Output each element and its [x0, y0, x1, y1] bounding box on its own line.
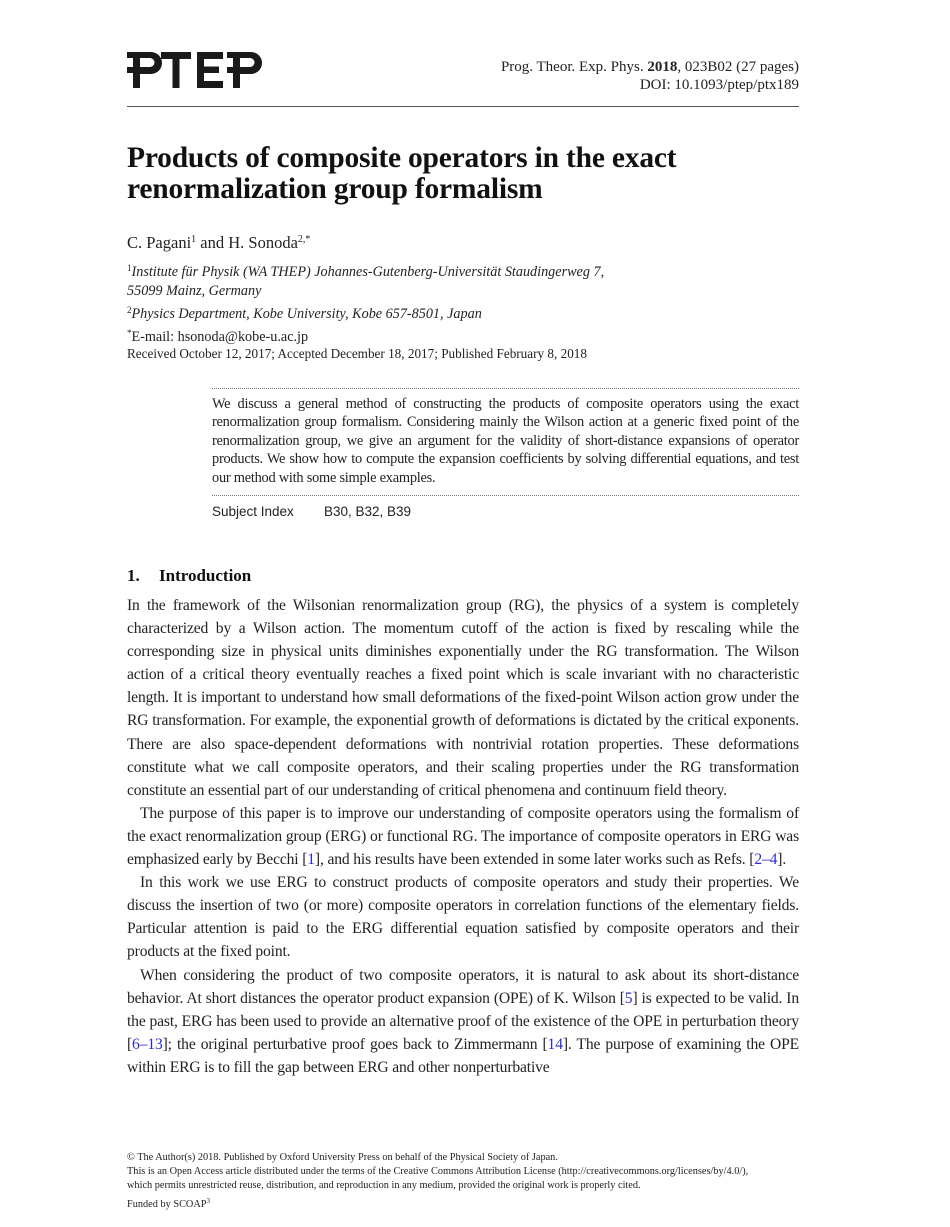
paragraph-text: The purpose of this paper is to improve our understanding of composite operators using the formalism of the exact renormalization group (ERG) or functional RG. The importance of composite operators in ERG was emphasized early by Becchi [	[127, 804, 799, 869]
citation-link[interactable]: 1	[307, 851, 315, 869]
author-affil-mark: 1	[191, 234, 197, 245]
article-info: , 023B02 (27 pages)	[677, 59, 799, 75]
page-header	[127, 48, 799, 107]
copyright-line: © The Author(s) 2018. Published by Oxford University Press on behalf of the Physical Society of Japan.	[127, 1152, 558, 1163]
abstract-text: We discuss a general method of constructing the products of composite operators using the exact renormalization group formalism. Considering mainly the Wilson action at a generic fixed point of the renormalization group, we give an argument for the validity of short-distance expansions of operator products. We show how to compute the expansion coefficients by solving differential equations, and test our method with some simple examples.	[212, 396, 799, 486]
dotted-divider	[212, 388, 799, 389]
affiliation-text: Institute für Physik (WA THEP) Johannes-Gutenberg-Universität Staudingerweg 7,	[131, 264, 605, 280]
section-number: 1.	[127, 566, 140, 585]
affiliation-1-cont: 55099 Mainz, Germany	[127, 283, 262, 299]
email-text[interactable]: E-mail: hsonoda@kobe-u.ac.jp	[131, 329, 309, 345]
paragraph-text: ] is expected to be valid. In the past, ERG has been used to provide an alternative proof of the existence of the OPE in perturbation theory [	[127, 989, 799, 1053]
license-line: This is an Open Access article distributed under the terms of the Creative Commons Attribution License (http://creativecommons.org/licenses/by/4.0/),	[127, 1166, 749, 1178]
affiliation-text: Physics Department, Kobe University, Kobe 657-8501, Japan	[131, 306, 482, 322]
affiliation-1	[127, 259, 604, 282]
publication-dates: Received October 12, 2017; Accepted December 18, 2017; Published February 8, 2018	[127, 346, 587, 361]
corresponding-email	[127, 324, 604, 347]
journal-name: Prog. Theor. Exp. Phys.	[500, 59, 644, 75]
citation-link[interactable]: 2–4	[754, 851, 778, 869]
author-name: C. Pagani	[127, 233, 192, 252]
paragraph-text: ].	[777, 851, 787, 869]
affiliations	[127, 259, 604, 347]
paper-title: Products of composite operators in the exact renormalization group formalism	[127, 142, 677, 205]
subject-index-label: Subject Index	[212, 504, 294, 520]
paragraph: In the framework of the Wilsonian renormalization group (RG), the physics of a system is completely characterized by a Wilson action. The momentum cutoff of the action is fixed by rescaling while the corresponding size in physical units diminishes exponentially under the RG transformation. The Wilson action of a critical theory eventually reaches a fixed point which is scale invariant with no characteristic length. It is important to understand how small deformations of the fixed-point Wilson action grow under the RG transformation. For example, the exponential growth of deformations is dictated by the critical exponents. There are also space-dependent deformations with nontrivial rotation properties. These deformations constitute what we call composite operators, and their scaling properties under the RG transformation constitute an essential part of our understanding of critical phenomena and continuum field theory.	[127, 597, 799, 799]
section-heading	[127, 566, 251, 586]
paragraph-text: ]. The purpose of examining the OPE within ERG is to fill the gap between ERG and other nonperturbative	[127, 1035, 799, 1076]
affil-mark: 1	[127, 263, 132, 273]
doi[interactable]: DOI: 10.1093/ptep/ptx189	[639, 77, 799, 93]
journal-year: 2018	[647, 59, 678, 75]
affil-mark: 2	[127, 305, 132, 315]
subject-index	[212, 504, 799, 519]
author-conjunction: and	[196, 233, 229, 252]
email-mark: *	[127, 328, 132, 338]
dotted-divider	[212, 495, 799, 496]
funding-line	[127, 1194, 748, 1212]
citation-link[interactable]: 6–13	[132, 1035, 163, 1053]
journal-citation	[501, 58, 799, 94]
ptep-logo	[127, 50, 267, 90]
section-title: Introduction	[159, 566, 252, 585]
abstract-box	[212, 388, 799, 519]
author-affil-mark: 2,*	[297, 234, 311, 245]
citation-link[interactable]: 5	[624, 989, 633, 1007]
paragraph-text: When considering the product of two composite operators, it is natural to ask about its short-distance behavior. At short distances the operator product expansion (OPE) of K. Wilson [	[127, 966, 799, 1007]
affiliation-2	[127, 301, 604, 324]
citation-link[interactable]: 14	[547, 1035, 563, 1053]
subject-index-value: B30, B32, B39	[324, 504, 412, 520]
body-text	[127, 594, 799, 1079]
paragraph	[127, 802, 799, 871]
paragraph-text: ], and his results have been extended in some later works such as Refs. [	[314, 851, 755, 869]
license-line: which permits unrestricted reuse, distribution, and reproduction in any medium, provided the original work is properly cited.	[127, 1180, 641, 1192]
paragraph: In this work we use ERG to construct products of composite operators and study their properties. We discuss the insertion of two (or more) composite operators in correlation functions of the elementary fields. Particular attention is paid to the ERG differential equation satisfied by composite operators and their products at the fixed point.	[127, 874, 799, 961]
funding-sup: 3	[206, 1196, 211, 1205]
journal-line	[501, 58, 799, 76]
author-list	[127, 233, 310, 253]
paragraph	[127, 964, 799, 1079]
paragraph-text: ]; the original perturbative proof goes back to Zimmermann [	[162, 1035, 548, 1053]
copyright-footer	[127, 1151, 748, 1212]
author-name: H. Sonoda	[228, 233, 298, 252]
funding-text: Funded by SCOAP	[127, 1198, 207, 1210]
